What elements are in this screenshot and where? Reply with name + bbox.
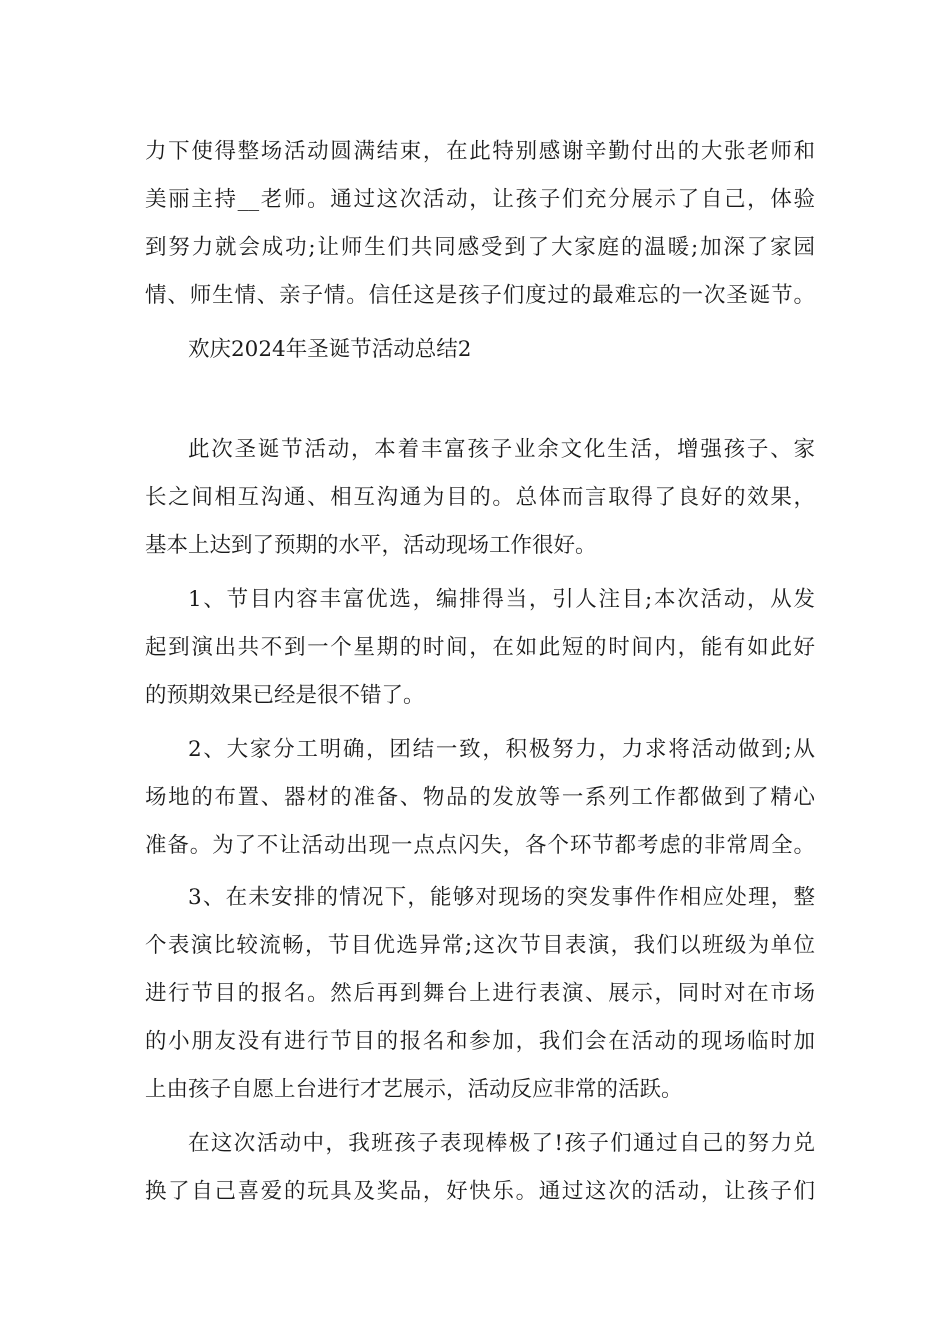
text-line: 美丽主持__老师。通过这次活动，让孩子们充分展示了自己，体验: [145, 187, 815, 212]
text-line: 的预期效果已经是很不错了。: [145, 683, 425, 708]
text-line: 上由孩子自愿上台进行才艺展示，活动反应非常的活跃。: [145, 1077, 683, 1102]
text-line: 3、在未安排的情况下，能够对现场的突发事件作相应处理，整: [188, 885, 815, 910]
text-line: 此次圣诞节活动，本着丰富孩子业余文化生活，增强孩子、家: [188, 437, 815, 462]
text-line: 情、师生情、亲子情。信任这是孩子们度过的最难忘的一次圣诞节。: [145, 283, 815, 308]
text-line: 的小朋友没有进行节目的报名和参加，我们会在活动的现场临时加: [145, 1029, 815, 1054]
text-line: 2、大家分工明确，团结一致，积极努力，力求将活动做到;从: [188, 737, 815, 762]
text-line: 起到演出共不到一个星期的时间，在如此短的时间内，能有如此好: [145, 635, 815, 660]
text-line: 场地的布置、器材的准备、物品的发放等一系列工作都做到了精心: [145, 785, 815, 810]
text-line: 在这次活动中，我班孩子表现棒极了!孩子们通过自己的努力兑: [188, 1131, 815, 1156]
text-line: 进行节目的报名。然后再到舞台上进行表演、展示，同时对在市场: [145, 981, 815, 1006]
text-line: 长之间相互沟通、相互沟通为目的。总体而言取得了良好的效果，: [145, 485, 815, 510]
text-line: 力下使得整场活动圆满结束，在此特别感谢辛勤付出的大张老师和: [145, 139, 815, 164]
text-line: 换了自己喜爱的玩具及奖品，好快乐。通过这次的活动，让孩子们: [145, 1179, 815, 1204]
section-heading: 欢庆2024年圣诞节活动总结2: [188, 337, 472, 362]
text-line: 个表演比较流畅，节目优选异常;这次节目表演，我们以班级为单位: [145, 933, 815, 958]
text-line: 1、节目内容丰富优选，编排得当，引人注目;本次活动，从发: [188, 587, 815, 612]
text-line: 基本上达到了预期的水平，活动现场工作很好。: [145, 533, 597, 558]
text-line: 到努力就会成功;让师生们共同感受到了大家庭的温暖;加深了家园: [145, 235, 815, 260]
text-line: 准备。为了不让活动出现一点点闪失，各个环节都考虑的非常周全。: [145, 833, 815, 858]
